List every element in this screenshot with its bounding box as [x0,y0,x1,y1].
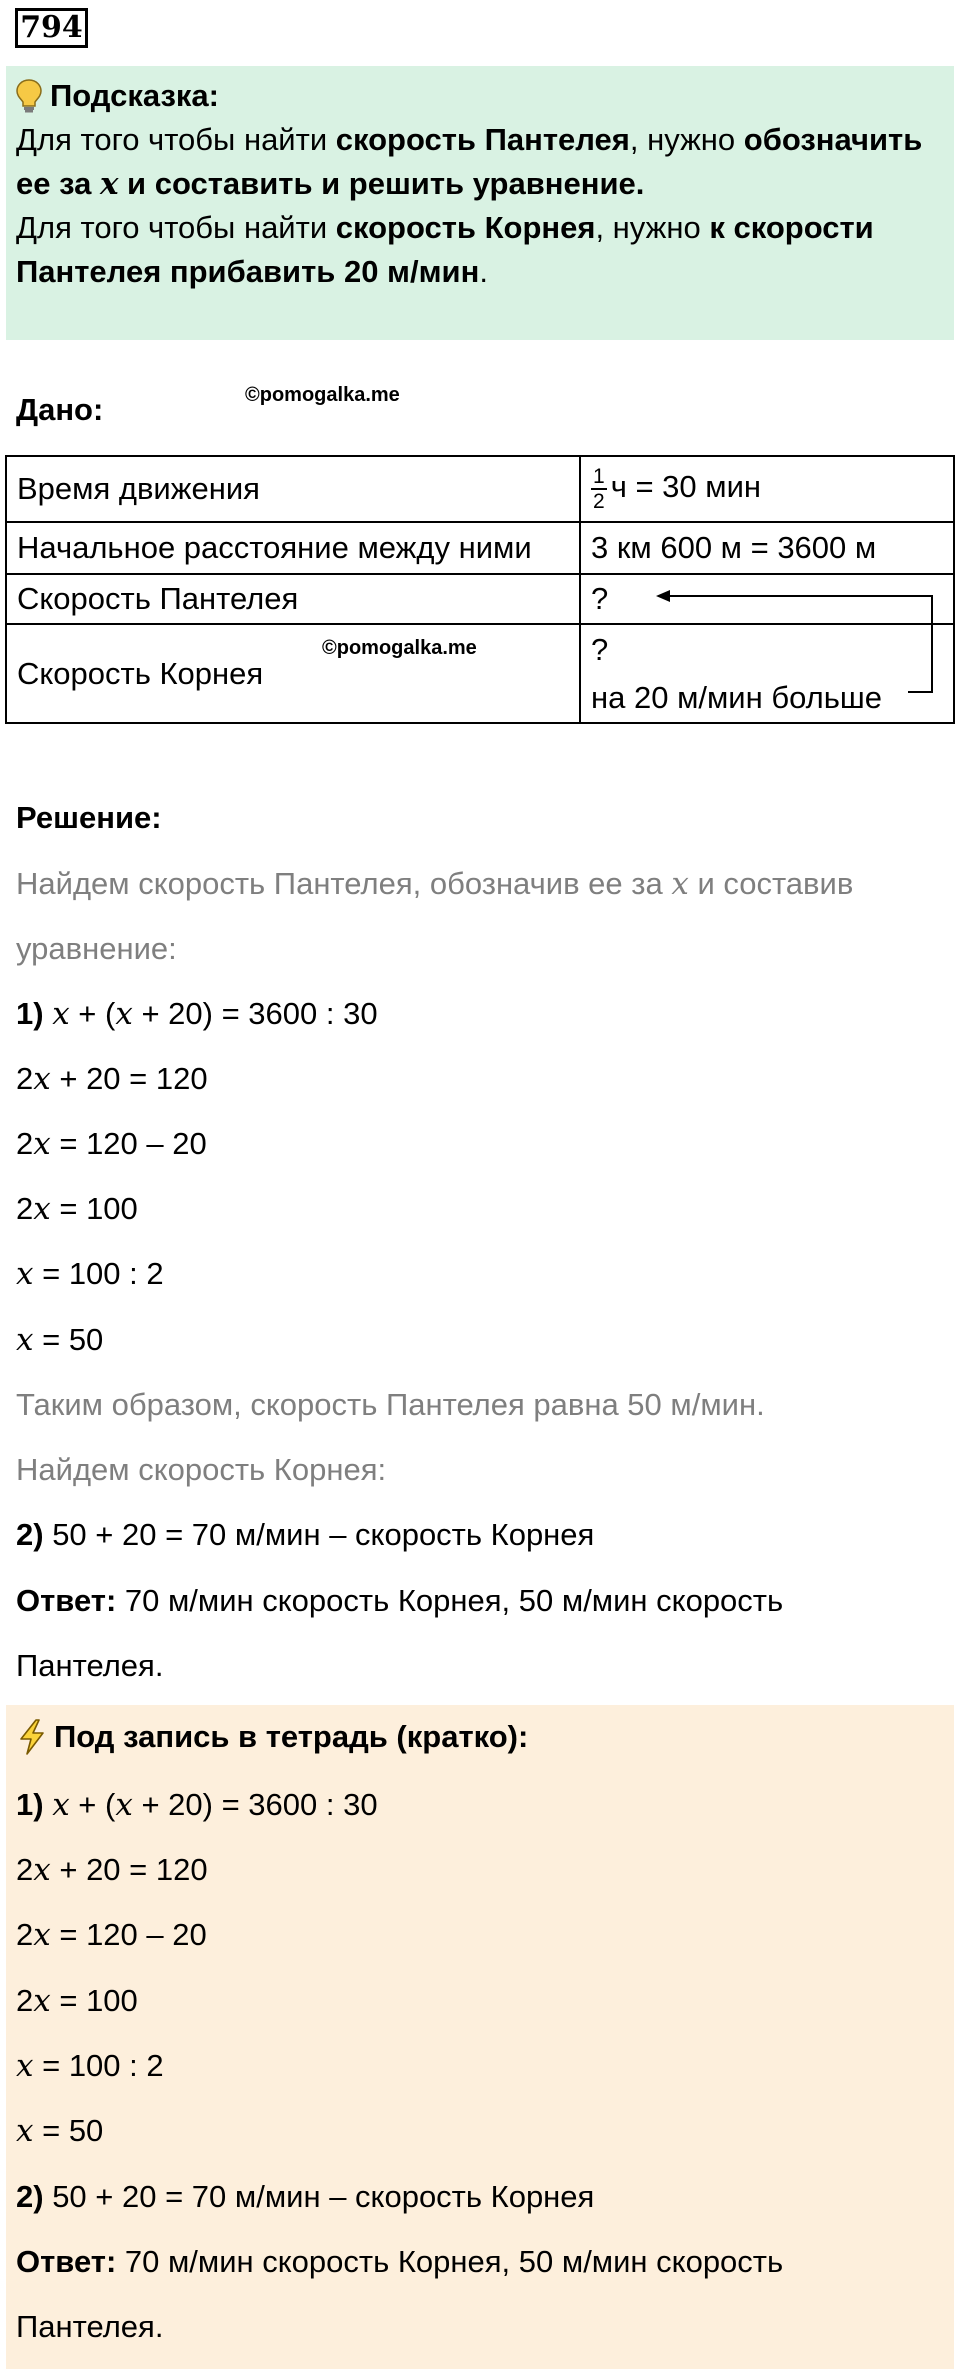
solution-label: Решение: [16,800,162,835]
brief-title: Под запись в тетрадь (кратко): [54,1719,529,1754]
hint-paragraph-1: Для того чтобы найти скорость Пантелея, нужно обозначить ее за x и составить и решить уравнение. [16,122,923,202]
equation-line: 2) 50 + 20 = 70 м/мин – скорость Корнея [16,2179,595,2214]
equation-line: 2) 50 + 20 = 70 м/мин – скорость Корнея [16,1517,595,1552]
answer-line: Ответ: 70 м/мин скорость Корнея, 50 м/мин скорость [16,1583,784,1618]
given-name: Время движения [6,456,580,522]
solution-find-korney: Найдем скорость Корнея: [16,1452,387,1487]
solution-intro: Найдем скорость Пантелея, обозначив ее за x и составив [16,866,854,902]
solution-intro-cont: уравнение: [16,931,177,966]
equation-line: 2x = 120 – 20 [16,1126,207,1162]
equation-line: 2x = 120 – 20 [16,1917,207,1953]
equation-line: x = 50 [16,1322,104,1358]
answer-line-cont: Пантелея. [16,2309,164,2344]
given-name: Начальное расстояние между ними [6,522,580,574]
given-label: Дано: [16,392,104,427]
solution-conclusion: Таким образом, скорость Пантелея равна 50 м/мин. [16,1387,765,1422]
given-value: ? на 20 м/мин больше [580,624,954,723]
equation-line: 1) x + (x + 20) = 3600 : 30 [16,1787,378,1823]
given-value: $\frac{1}{2}$ ч = 30 мин [580,456,954,522]
watermark: ©pomogalka.me [322,637,477,659]
hint-title: Подсказка: [50,78,219,113]
equation-line: 1) x + (x + 20) = 3600 : 30 [16,996,378,1032]
equation-line: x = 100 : 2 [16,2048,164,2084]
hint-paragraph-2: Для того чтобы найти скорость Корнея, нужно к скорости Пантелея прибавить 20 м/мин. [16,210,874,289]
equation-line: 2x + 20 = 120 [16,1852,208,1888]
equation-line: 2x = 100 [16,1191,138,1227]
equation-line: x = 50 [16,2113,104,2149]
given-value: ? [580,574,954,624]
equation-line: x = 100 : 2 [16,1256,164,1292]
brief-title-row [18,1719,528,1755]
problem-number: 794 [15,8,88,48]
equation-line: 2x + 20 = 120 [16,1061,208,1097]
answer-line: Ответ: 70 м/мин скорость Корнея, 50 м/мин скорость [16,2244,784,2279]
answer-line-cont: Пантелея. [16,1648,164,1683]
given-name: Скорость Пантелея [6,574,580,624]
fraction: $\frac{1}{2}$ [593,465,605,513]
given-value: 3 км 600 м = 3600 м [580,522,954,574]
watermark: ©pomogalka.me [245,384,400,406]
lightning-icon [18,1719,46,1755]
given-name: Скорость Корнея ©pomogalka.me [6,624,580,723]
brief-box [6,1705,954,2369]
relation-arrow [0,0,960,760]
equation-line: 2x = 100 [16,1983,138,2019]
